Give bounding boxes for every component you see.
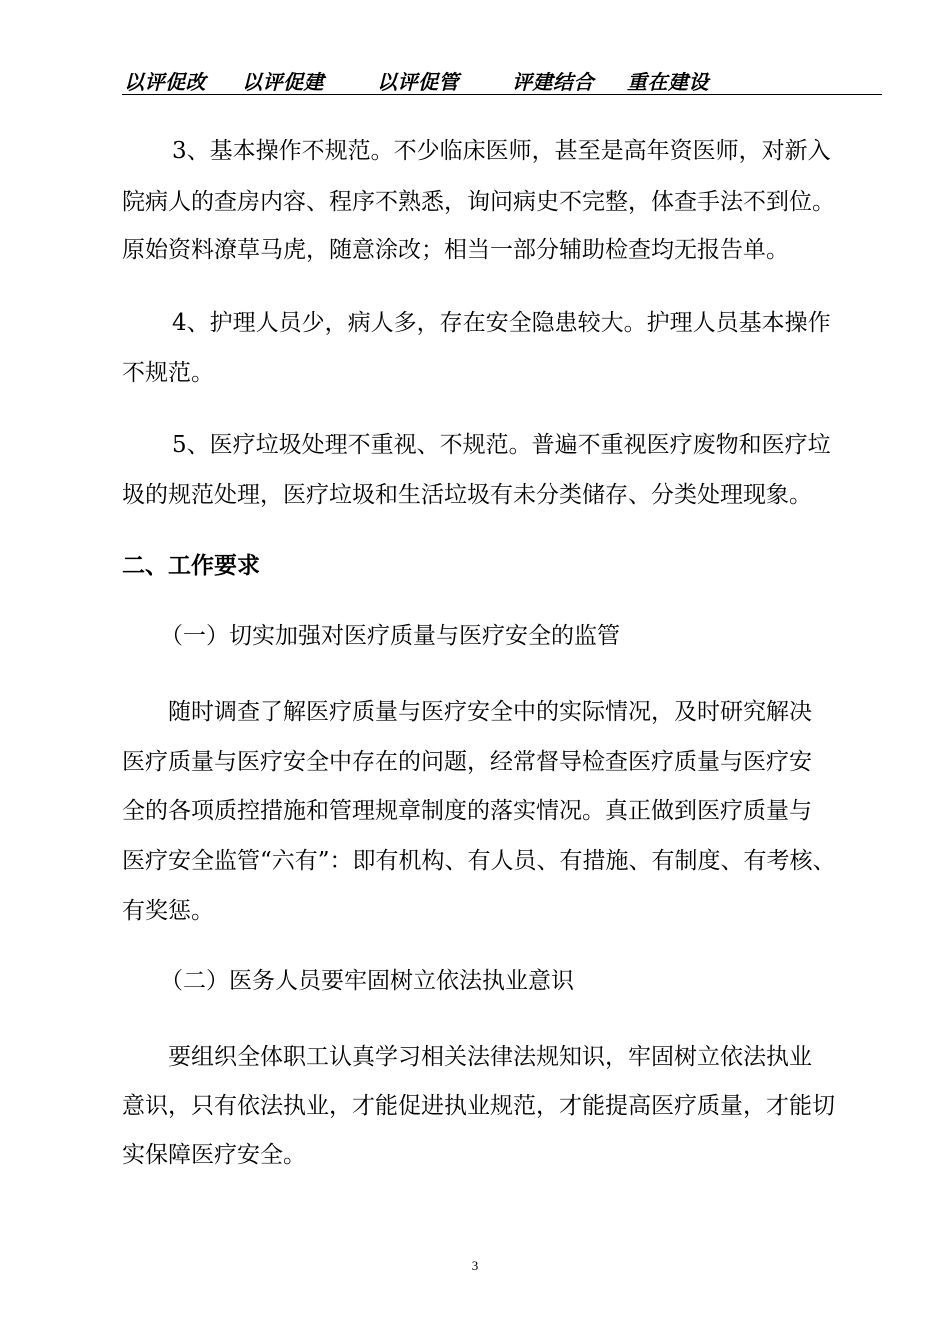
paragraph-4-line-1: 4、护理人员少，病人多，存在安全隐患较大。护理人员基本操作 bbox=[172, 310, 831, 336]
header-slogan-3: 以评促管 bbox=[377, 70, 459, 94]
header-slogan-5: 重在建设 bbox=[627, 70, 709, 94]
subsection-1-line-5: 有奖惩。 bbox=[122, 898, 214, 924]
subsection-1-line-4: 医疗安全监管“六有”：即有机构、有人员、有措施、有制度、有考核、 bbox=[122, 848, 836, 874]
subsection-2-line-1: 要组织全体职工认真学习相关法律法规知识，牢固树立依法执业 bbox=[168, 1044, 812, 1070]
paragraph-5-line-1: 5、医疗垃圾处理不重视、不规范。普遍不重视医疗废物和医疗垃 bbox=[172, 432, 831, 458]
header-slogan-4: 评建结合 bbox=[512, 70, 594, 94]
subsection-2-line-2: 意识，只有依法执业，才能促进执业规范，才能提高医疗质量，才能切 bbox=[122, 1093, 835, 1119]
subsection-2-title: （二）医务人员要牢固树立依法执业意识 bbox=[160, 968, 574, 994]
paragraph-3-line-2: 院病人的查房内容、程序不熟悉，询问病史不完整，体查手法不到位。 bbox=[122, 189, 835, 215]
paragraph-4-line-2: 不规范。 bbox=[122, 360, 214, 386]
section-heading: 二、工作要求 bbox=[122, 553, 260, 579]
paragraph-5-line-2: 圾的规范处理，医疗垃圾和生活垃圾有未分类储存、分类处理现象。 bbox=[122, 482, 812, 508]
page-number: 3 bbox=[471, 1258, 479, 1273]
page-header bbox=[122, 64, 882, 95]
subsection-1-line-2: 医疗质量与医疗安全中存在的问题，经常督导检查医疗质量与医疗安 bbox=[122, 749, 812, 775]
subsection-1-line-3: 全的各项质控措施和管理规章制度的落实情况。真正做到医疗质量与 bbox=[122, 798, 812, 824]
subsection-2-line-3: 实保障医疗安全。 bbox=[122, 1142, 306, 1168]
header-slogan-1: 以评促改 bbox=[124, 70, 206, 94]
subsection-1-title: （一）切实加强对医疗质量与医疗安全的监管 bbox=[160, 623, 620, 649]
paragraph-3-line-3: 原始资料潦草马虎，随意涂改；相当一部分辅助检查均无报告单。 bbox=[122, 237, 789, 263]
paragraph-3-line-1: 3、基本操作不规范。不少临床医师，甚至是高年资医师，对新入 bbox=[172, 138, 831, 164]
header-slogan-2: 以评促建 bbox=[242, 70, 324, 94]
subsection-1-line-1: 随时调查了解医疗质量与医疗安全中的实际情况，及时研究解决 bbox=[168, 699, 812, 725]
